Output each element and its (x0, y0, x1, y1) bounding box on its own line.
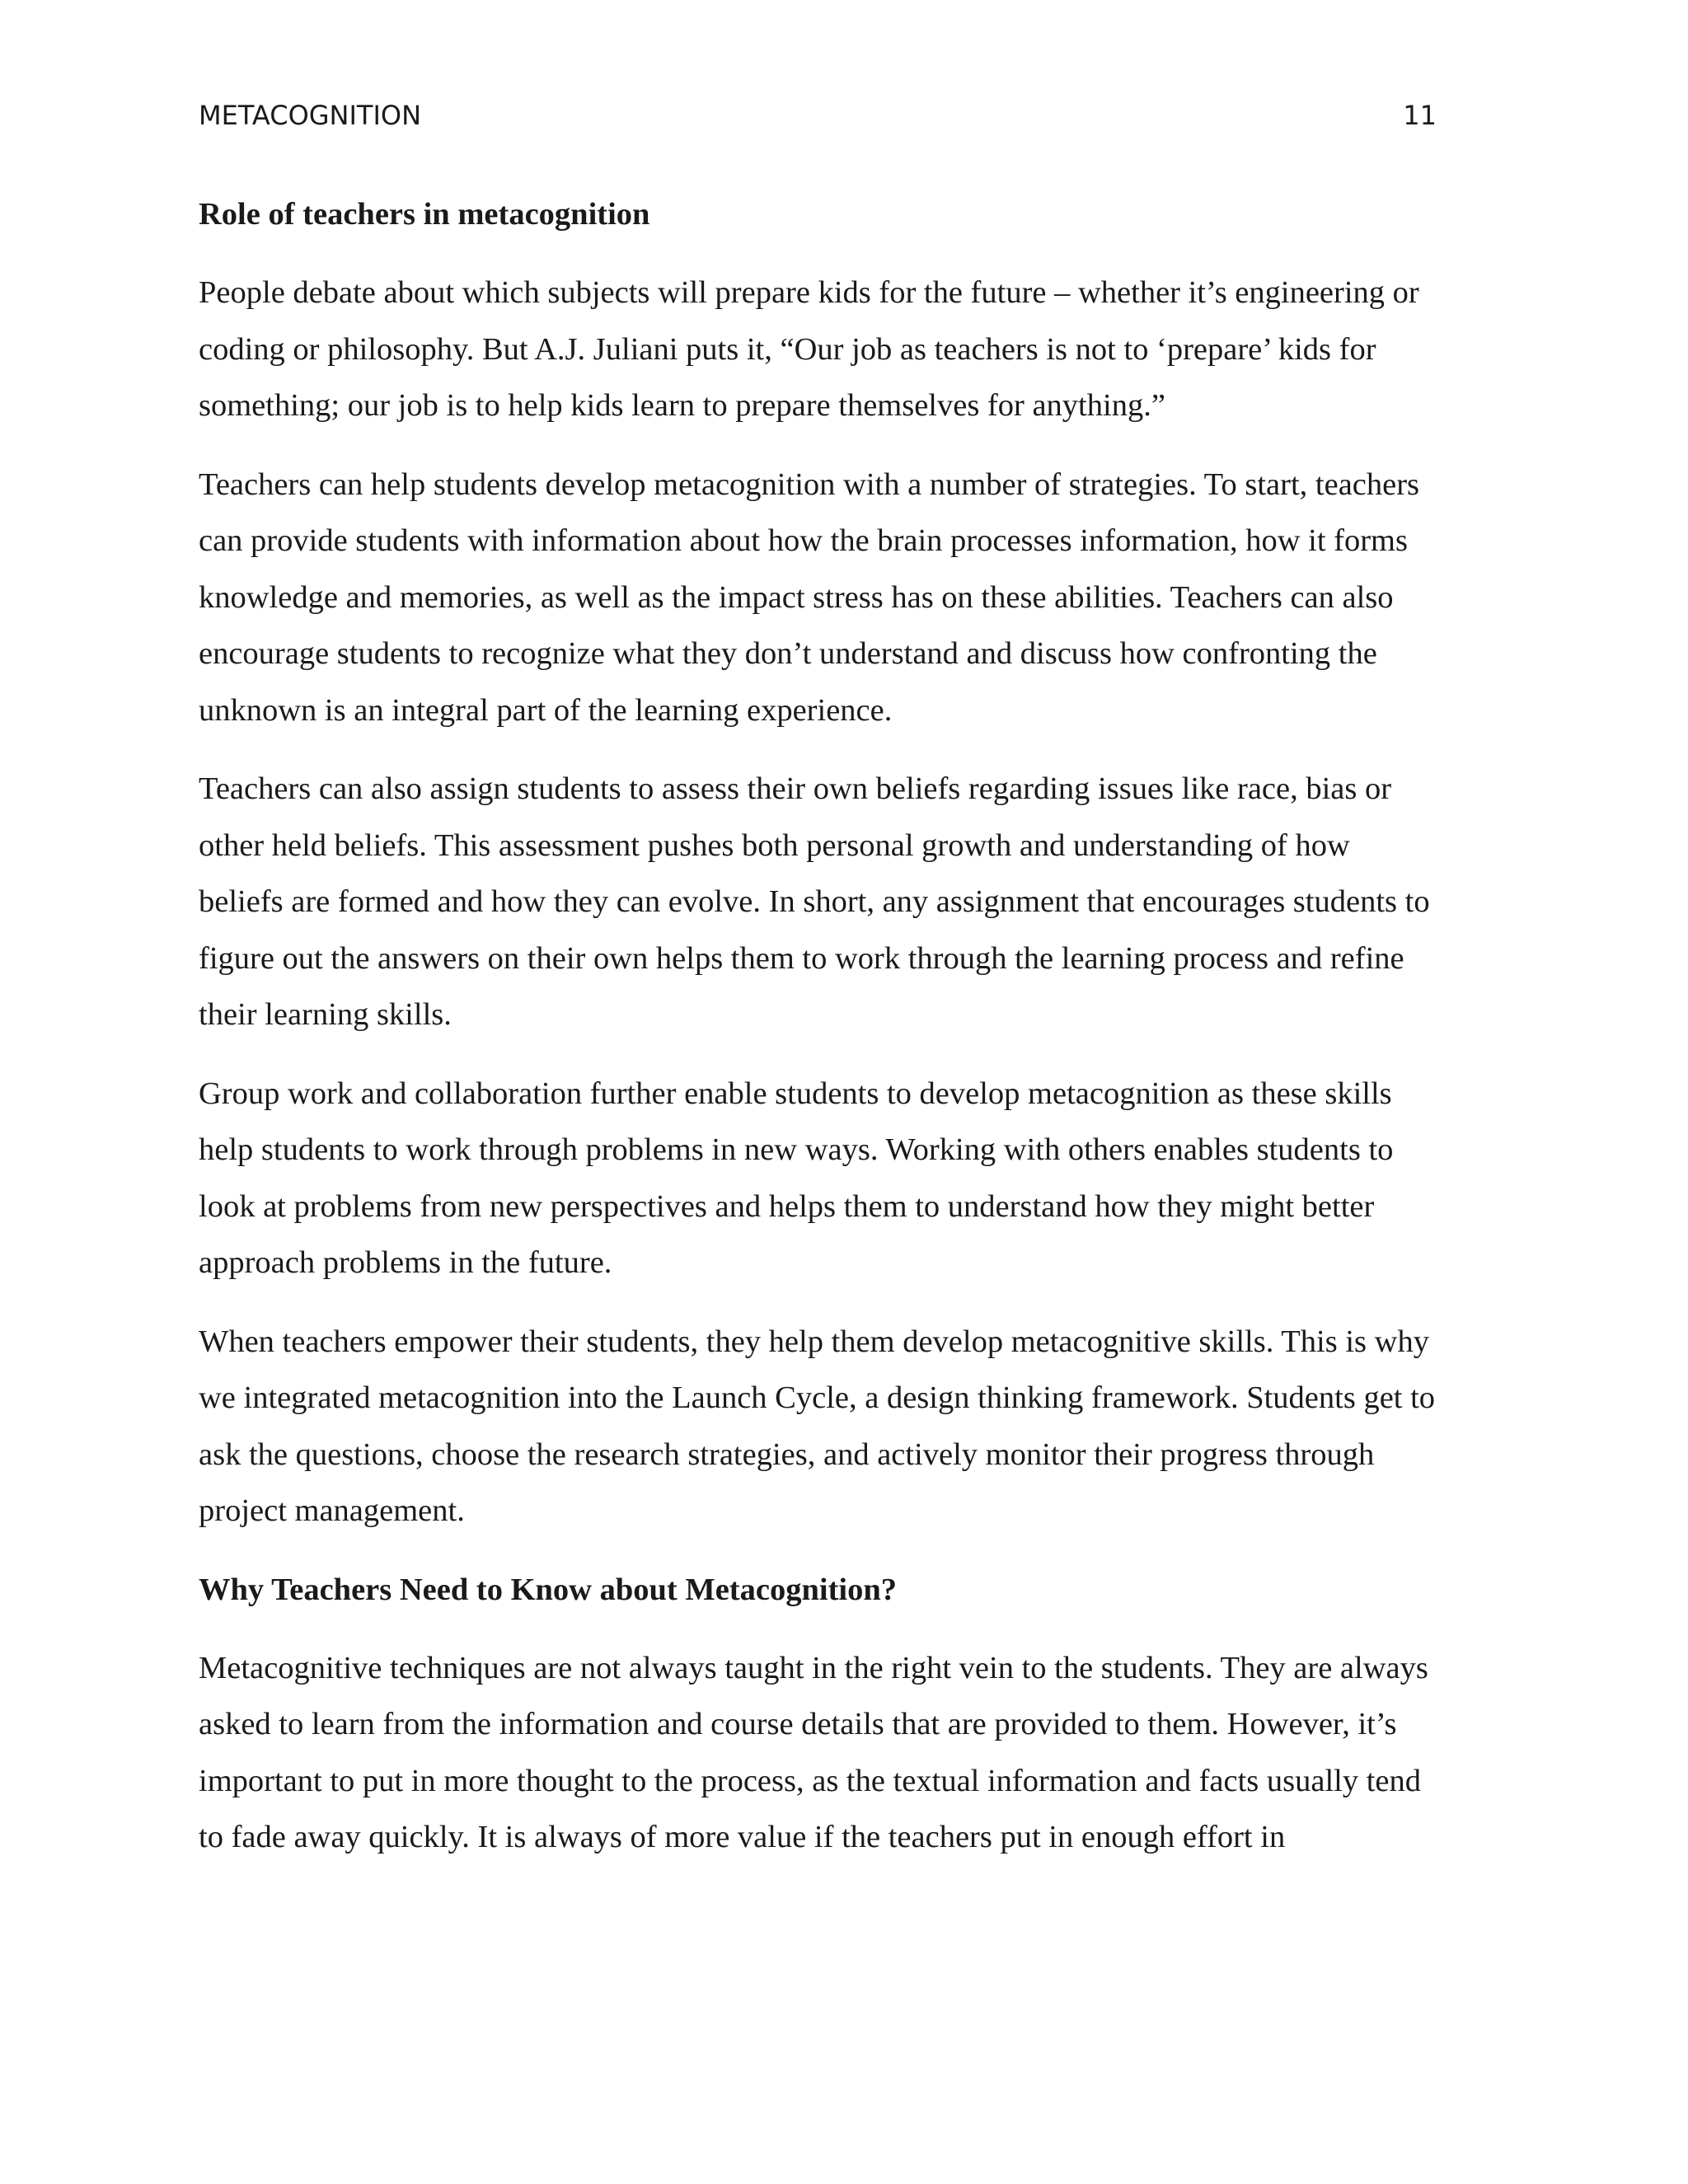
text-line: beliefs are formed and how they can evolve. In short, any assignment that encourages students to (199, 884, 1430, 919)
paragraph (199, 761, 1489, 1043)
paragraph (199, 1314, 1489, 1540)
text-line: encourage students to recognize what they don’t understand and discuss how confronting the (199, 636, 1377, 671)
text-line: something; our job is to help kids learn to prepare themselves for anything.” (199, 388, 1165, 423)
text-line: we integrated metacognition into the Launch Cycle, a design thinking framework. Students get to (199, 1380, 1436, 1415)
text-line: unknown is an integral part of the learning experience. (199, 692, 893, 728)
text-line: Teachers can also assign students to assess their own beliefs regarding issues like race, bias or (199, 771, 1392, 806)
text-line: other held beliefs. This assessment pushes both personal growth and understanding of how (199, 827, 1350, 863)
text-line: asked to learn from the information and course details that are provided to them. However, it’s (199, 1707, 1397, 1741)
text-line: look at problems from new perspectives and helps them to understand how they might better (199, 1188, 1375, 1224)
text-line: When teachers empower their students, they help them develop metacognitive skills. This is why (199, 1324, 1429, 1359)
paragraph (199, 265, 1489, 434)
paragraph (199, 457, 1489, 739)
text-line: Metacognitive techniques are not always taught in the right vein to the students. They are always (199, 1650, 1428, 1685)
text-line: can provide students with information about how the brain processes information, how it forms (199, 523, 1408, 558)
page-number: 11 (1403, 100, 1437, 131)
text-line: People debate about which subjects will prepare kids for the future – whether it’s engineering or (199, 275, 1419, 310)
text-line: project management. (199, 1493, 465, 1528)
running-header (199, 97, 1437, 134)
text-line: help students to work through problems in new ways. Working with others enables students to (199, 1132, 1394, 1167)
text-line: figure out the answers on their own helps them to work through the learning process and refine (199, 940, 1404, 976)
text-line: their learning skills. (199, 997, 452, 1032)
section-heading-why-teachers-need: Why Teachers Need to Know about Metacognition? (199, 1572, 897, 1607)
text-line: Teachers can help students develop metacognition with a number of strategies. To start, teachers (199, 466, 1420, 502)
text-line: coding or philosophy. But A.J. Juliani puts it, “Our job as teachers is not to ‘prepare’ kids for (199, 331, 1376, 367)
text-line: important to put in more thought to the process, as the textual information and facts usually tend (199, 1763, 1422, 1798)
text-line: approach problems in the future. (199, 1245, 612, 1280)
running-head-title: METACOGNITION (199, 100, 422, 131)
document-body (199, 186, 1489, 1888)
paragraph (199, 1640, 1489, 1866)
text-line: ask the questions, choose the research strategies, and actively monitor their progress through (199, 1436, 1375, 1472)
section-heading-role-of-teachers: Role of teachers in metacognition (199, 197, 650, 232)
text-line: knowledge and memories, as well as the impact stress has on these abilities. Teachers can also (199, 579, 1394, 615)
paragraph (199, 1066, 1489, 1291)
text-line: to fade away quickly. It is always of more value if the teachers put in enough effort in (199, 1820, 1286, 1854)
text-line: Group work and collaboration further enable students to develop metacognition as these skills (199, 1076, 1392, 1111)
